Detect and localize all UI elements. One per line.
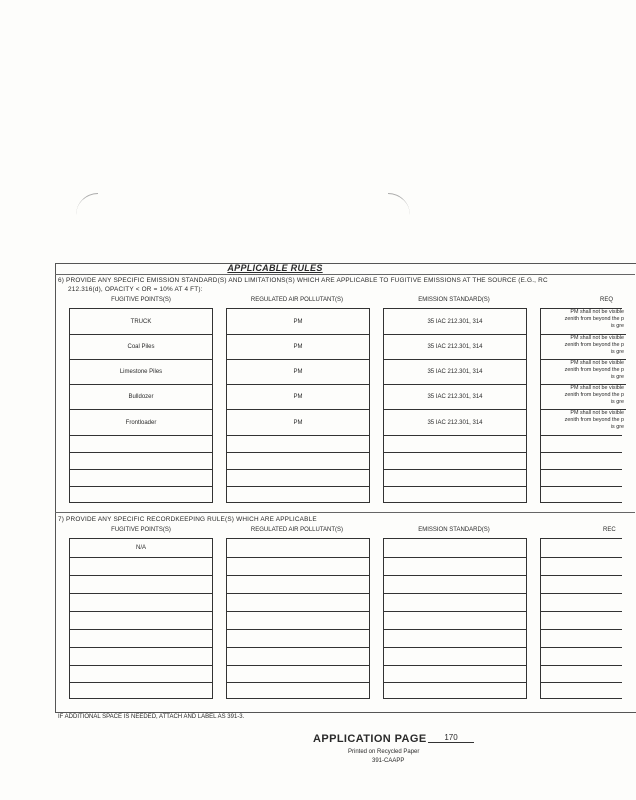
q7-cell-empty[interactable]: [70, 629, 212, 647]
q6-cell-point[interactable]: Limestone Piles: [70, 359, 212, 384]
q6-cell-empty[interactable]: [384, 452, 526, 469]
q7-cell-empty[interactable]: [541, 557, 622, 575]
q7-cell-empty[interactable]: [70, 611, 212, 629]
section-title: APPLICABLE RULES: [227, 263, 323, 273]
q6-cell-pollutant[interactable]: PM: [227, 384, 369, 409]
q6-cell-empty[interactable]: [541, 486, 622, 503]
q7-cell-empty[interactable]: [384, 647, 526, 665]
q7-cell-empty[interactable]: [70, 593, 212, 611]
col-fugitive-points: FUGITIVE POINTS(S): [111, 527, 171, 533]
question-6-line2: 212.316(d), OPACITY < OR = 10% AT 4 FT):: [68, 286, 203, 293]
q7-cell-empty[interactable]: [541, 647, 622, 665]
col-emission-standard: EMISSION STANDARD(S): [418, 527, 490, 533]
q7-cell-empty[interactable]: [227, 682, 369, 699]
q6-cell-requirement[interactable]: PM shall not be visible zenith from beyond the p is gre: [541, 409, 626, 435]
q6-cell-standard[interactable]: 35 IAC 212.301, 314: [384, 359, 526, 384]
q6-cell-empty[interactable]: [70, 452, 212, 469]
q6-requirement-column: [540, 308, 622, 503]
q6-cell-standard[interactable]: 35 IAC 212.301, 314: [384, 384, 526, 409]
q6-standard-column: [383, 308, 527, 503]
punch-hole-right: [388, 193, 410, 216]
q6-cell-empty[interactable]: [227, 435, 369, 452]
recycled-paper-note: Printed on Recycled Paper: [348, 749, 420, 755]
q6-cell-point[interactable]: Coal Piles: [70, 334, 212, 359]
q7-cell-empty[interactable]: [227, 557, 369, 575]
q6-cell-point[interactable]: Bulldozer: [70, 384, 212, 409]
q6-cell-standard[interactable]: 35 IAC 212.301, 314: [427, 318, 483, 325]
q7-cell-empty[interactable]: [541, 575, 622, 593]
q6-cell-requirement[interactable]: PM shall not be visible zenith from beyond the p is gre: [541, 334, 626, 359]
q6-cell-empty[interactable]: [70, 486, 212, 503]
q6-cell-empty[interactable]: [384, 469, 526, 486]
q6-cell-empty[interactable]: [227, 452, 369, 469]
page-number: 170: [428, 733, 474, 743]
q6-cell-requirement[interactable]: PM shall not be visible zenith from beyond the p is gre: [564, 309, 624, 329]
q6-cell-point[interactable]: Frontloader: [70, 409, 212, 435]
q7-pollutant-column: [226, 538, 370, 699]
q7-cell-empty[interactable]: [384, 593, 526, 611]
q6-cell-empty[interactable]: [541, 452, 622, 469]
q6-cell-empty[interactable]: [70, 435, 212, 452]
q6-cell-empty[interactable]: [541, 435, 622, 452]
col-recordkeeping: REC: [603, 527, 616, 533]
q7-cell-empty[interactable]: [384, 557, 526, 575]
col-fugitive-points: FUGITIVE POINTS(S): [111, 297, 171, 303]
q7-cell-empty[interactable]: [70, 682, 212, 699]
q6-cell-empty[interactable]: [227, 469, 369, 486]
q6-cell-empty[interactable]: [384, 435, 526, 452]
q7-cell-empty[interactable]: [70, 647, 212, 665]
q7-cell-empty[interactable]: [227, 629, 369, 647]
q7-cell-empty[interactable]: [70, 665, 212, 682]
q7-cell-empty[interactable]: [384, 575, 526, 593]
q6-cell-requirement[interactable]: PM shall not be visible zenith from beyond the p is gre: [541, 384, 626, 409]
q6-cell-standard[interactable]: 35 IAC 212.301, 314: [384, 334, 526, 359]
q6-cell-empty[interactable]: [541, 469, 622, 486]
q6-cell-pollutant[interactable]: PM: [293, 318, 303, 325]
q7-fugitive-column: [69, 538, 213, 699]
q6-cell-requirement[interactable]: PM shall not be visible zenith from beyond the p is gre: [541, 359, 626, 384]
q7-cell-empty[interactable]: [541, 665, 622, 682]
q6-cell-pollutant[interactable]: PM: [227, 409, 369, 435]
q7-recordkeeping-column: [540, 538, 622, 699]
q7-cell-empty[interactable]: [70, 575, 212, 593]
q6-cell-empty[interactable]: [227, 486, 369, 503]
q6-cell-empty[interactable]: [70, 469, 212, 486]
q7-cell-empty[interactable]: [384, 682, 526, 699]
q7-cell-empty[interactable]: [384, 665, 526, 682]
q7-cell-point[interactable]: N/A: [135, 545, 146, 551]
q6-cell-standard[interactable]: 35 IAC 212.301, 314: [384, 409, 526, 435]
q6-fugitive-column: [69, 308, 213, 503]
q7-cell-empty[interactable]: [227, 575, 369, 593]
question-7-line1: 7) PROVIDE ANY SPECIFIC RECORDKEEPING RULE(S) WHICH ARE APPLICABLE: [58, 516, 317, 523]
q6-cell-empty[interactable]: [384, 486, 526, 503]
q6-pollutant-column: [226, 308, 370, 503]
q6-cell-point[interactable]: TRUCK: [130, 318, 152, 325]
q6-cell-pollutant[interactable]: PM: [227, 334, 369, 359]
q7-cell-empty[interactable]: [384, 629, 526, 647]
punch-hole-left: [76, 193, 98, 216]
q7-standard-column: [383, 538, 527, 699]
q7-cell-empty[interactable]: [541, 682, 622, 699]
col-regulated-pollutant: REGULATED AIR POLLUTANT(S): [250, 297, 344, 303]
section-divider: [55, 512, 635, 513]
q7-cell-empty[interactable]: [541, 611, 622, 629]
question-6-line1: 6) PROVIDE ANY SPECIFIC EMISSION STANDARD(S) AND LIMITATIONS(S) WHICH ARE APPLICABLE TO FUGITIVE EMISSIONS AT THE SOURCE (E.G., RC: [58, 277, 548, 284]
additional-space-note: IF ADDITIONAL SPACE IS NEEDED, ATTACH AND LABEL AS 391-3.: [58, 714, 245, 720]
col-regulated-pollutant: REGULATED AIR POLLUTANT(S): [250, 527, 344, 533]
q7-cell-empty[interactable]: [227, 647, 369, 665]
col-emission-standard: EMISSION STANDARD(S): [418, 297, 490, 303]
q7-cell-empty[interactable]: [227, 611, 369, 629]
col-requirement: REQ: [600, 297, 614, 303]
q7-cell-empty[interactable]: [227, 593, 369, 611]
header-divider: [55, 274, 635, 275]
form-code: 391-CAAPP: [372, 758, 405, 764]
q7-cell-empty[interactable]: [541, 593, 622, 611]
application-page-label: APPLICATION PAGE: [313, 733, 427, 745]
q7-cell-empty[interactable]: [70, 557, 212, 575]
q7-cell-empty[interactable]: [541, 629, 622, 647]
q7-cell-empty[interactable]: [384, 611, 526, 629]
q7-cell-empty[interactable]: [227, 665, 369, 682]
q6-cell-pollutant[interactable]: PM: [227, 359, 369, 384]
